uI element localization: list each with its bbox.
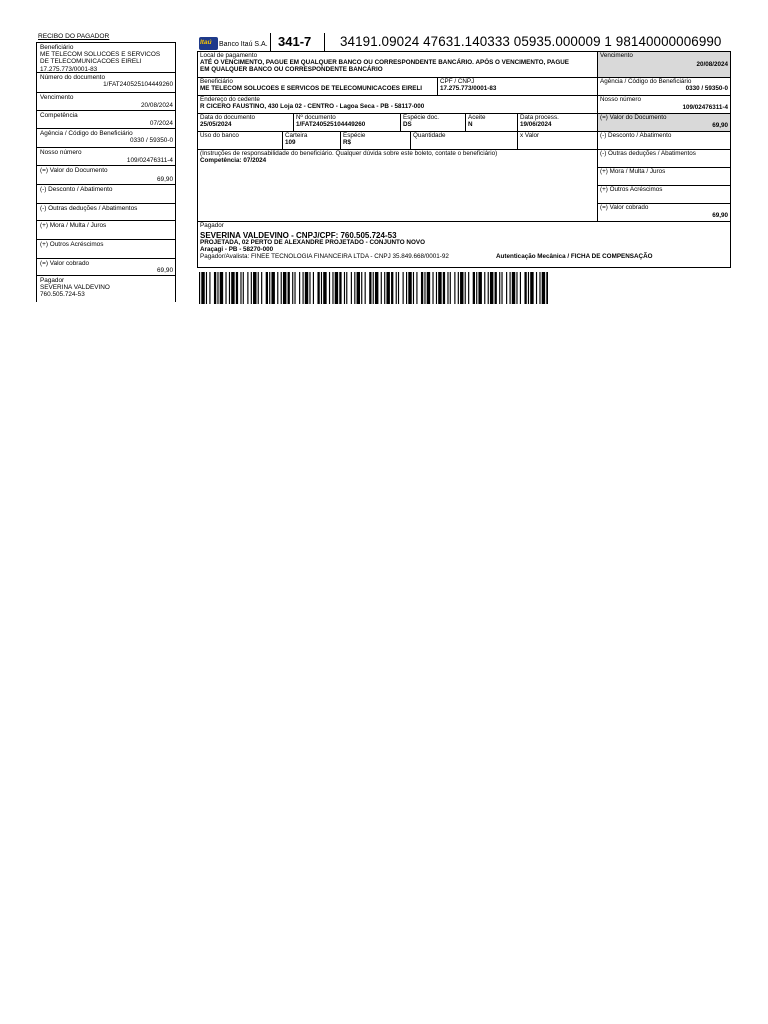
aceite-label: Aceite: [468, 114, 486, 121]
receipt-agencia-label: Agência / Código do Beneficiário: [40, 130, 133, 137]
barcode-bar: [386, 272, 389, 304]
instrucoes-value: Competência: 07/2024: [200, 156, 267, 164]
receipt-numero-doc-value: 1/FAT240525104449260: [103, 81, 173, 89]
receipt-panel: [36, 42, 176, 302]
receipt-numero-doc-label: Número do documento: [40, 74, 106, 81]
beneficiario-label: Beneficiário: [200, 78, 233, 85]
especie-documento-label: Espécie doc.: [403, 114, 440, 121]
valor-documento: [598, 114, 730, 132]
receipt-mora-label: (+) Mora / Multa / Juros: [40, 222, 107, 229]
barcode-bar: [271, 272, 274, 304]
barcode-bar: [294, 272, 295, 304]
receipt-desconto-label: (-) Desconto / Abatimento: [40, 186, 113, 193]
pagador-address-2: Araçagi - PB - 58270-000: [200, 245, 274, 253]
receipt-outras-deducoes-label: (-) Outras deduções / Abatimentos: [40, 205, 138, 212]
barcode-bar: [512, 272, 515, 304]
beneficiario: [198, 78, 438, 96]
beneficiario-value: ME TELECOM SOLUCOES E SERVICOS DE TELECOMUNICACOES EIRELI: [200, 84, 423, 92]
nosso-numero-value: 109/02476311-4: [682, 103, 728, 111]
x-valor-label: x Valor: [520, 132, 540, 139]
receipt-acrescimos: [37, 240, 175, 259]
endereco-cedente: [198, 96, 598, 114]
receipt-valor-doc: [37, 166, 175, 185]
pagador-address-1: PROJETADA, 02 PERTO DE ALEXANDRE PROJETADO - CONJUNTO NOVO: [200, 238, 425, 246]
receipt-agencia: [37, 129, 175, 148]
barcode-bar: [373, 272, 374, 304]
vencimento-value: 20/08/2024: [696, 60, 728, 68]
barcode-bar: [478, 272, 481, 304]
barcode-bar: [220, 272, 223, 304]
barcode-bar: [351, 272, 352, 304]
barcode-bar: [313, 272, 314, 304]
aceite: [466, 114, 518, 132]
receipt-agencia-value: 0330 / 59350-0: [130, 137, 173, 145]
barcode-bar: [416, 272, 417, 304]
receipt-valor-doc-label: (=) Valor do Documento: [40, 167, 108, 174]
bank-code: 341-7: [278, 34, 312, 49]
barcode-bar: [406, 272, 407, 304]
receipt-pagador-label: Pagador: [40, 277, 65, 284]
cpf-cnpj-label: CPF / CNPJ: [440, 78, 475, 85]
barcode-bar: [542, 272, 545, 304]
endereco-cedente-value: R CICERO FAUSTINO, 430 Loja 02 - CENTRO - Lagoa Seca - PB - 58117-000: [200, 102, 425, 110]
numero-documento-label: Nº documento: [296, 114, 336, 121]
barcode-bar: [321, 272, 322, 304]
barcode-bar: [277, 272, 278, 304]
especie-label: Espécie: [343, 132, 366, 139]
data-processamento-value: 19/06/2024: [520, 120, 552, 128]
barcode-bar: [396, 272, 397, 304]
outros-acrescimos-label: (+) Outros Acréscimos: [600, 186, 663, 193]
barcode-bar: [381, 272, 382, 304]
receipt-beneficiario-name-1: ME TELECOM SOLUCOES E SERVICOS: [40, 51, 161, 59]
quantidade: [411, 132, 518, 150]
especie-documento-value: DS: [403, 120, 412, 128]
receipt-title: RECIBO DO PAGADOR: [38, 33, 110, 40]
barcode-bar: [520, 272, 521, 304]
uso-banco: [198, 132, 283, 150]
carteira-label: Carteira: [285, 132, 308, 139]
barcode-bar: [329, 272, 330, 304]
especie-value: R$: [343, 138, 352, 146]
local-pagamento-label: Local de pagamento: [200, 52, 258, 59]
barcode-bar: [344, 272, 345, 304]
receipt-competencia-label: Competência: [40, 112, 78, 119]
barcode-bar: [292, 272, 293, 304]
numero-documento-value: 1/FAT240525104449260: [296, 120, 366, 128]
barcode-bar: [443, 272, 445, 304]
receipt-vencimento: [37, 93, 175, 111]
quantidade-label: Quantidade: [413, 132, 446, 139]
pagador-name: SEVERINA VALDEVINO - CNPJ/CPF: 760.505.724-53: [200, 230, 397, 240]
receipt-nosso-numero-value: 109/02476311-4: [126, 157, 173, 165]
barcode-bar: [251, 272, 252, 304]
mora-multa-label: (+) Mora / Multa / Juros: [600, 168, 666, 175]
barcode-bar: [225, 272, 226, 304]
bank-name: Banco Itaú S.A.: [219, 41, 268, 48]
barcode-bar: [199, 272, 200, 304]
barcode-bar: [468, 272, 469, 304]
mora-multa: [598, 168, 730, 186]
barcode-bar: [201, 272, 204, 304]
especie: [341, 132, 411, 150]
barcode-bar: [283, 272, 286, 304]
valor-cobrado-value: 69,90: [712, 211, 728, 219]
barcode-bar: [476, 272, 477, 304]
barcode-bar: [206, 272, 207, 304]
receipt-beneficiario-label: Beneficiário: [40, 44, 74, 51]
barcode-bar: [454, 272, 455, 304]
carteira-value: 109: [285, 138, 296, 146]
barcode-bar: [240, 272, 241, 304]
barcode-bar: [516, 272, 517, 304]
outros-acrescimos: [598, 186, 730, 204]
receipt-desconto: [37, 185, 175, 204]
barcode-bar: [281, 272, 282, 304]
barcode-bar: [447, 272, 448, 304]
barcode-bar: [546, 272, 548, 304]
barcode-bar: [339, 272, 341, 304]
barcode-bar: [403, 272, 404, 304]
outras-deducoes-label: (-) Outras deduções / Abatimentos: [600, 150, 696, 157]
barcode-bar: [243, 272, 244, 304]
barcode-bar: [528, 272, 529, 304]
barcode-bar: [332, 272, 333, 304]
receipt-valor-cobrado-label: (=) Valor cobrado: [40, 260, 90, 267]
digitable-line: 34191.09024 47631.140333 05935.000009 1 98140000006990: [340, 34, 722, 49]
data-documento-label: Data do documento: [200, 114, 255, 121]
receipt-valor-cobrado-value: 69,90: [157, 267, 173, 275]
barcode-bar: [408, 272, 411, 304]
compensation-slip: [197, 51, 731, 268]
data-documento-value: 25/05/2024: [200, 120, 232, 128]
barcode-bar: [299, 272, 300, 304]
cpf-cnpj-value: 17.275.773/0001-83: [440, 84, 497, 92]
local-pagamento: [198, 52, 598, 78]
aceite-value: N: [468, 120, 473, 128]
valor-documento-label: (=) Valor do Documento: [600, 114, 667, 121]
receipt-pagador-cpf: 760.505.724-53: [40, 291, 85, 299]
valor-cobrado-label: (=) Valor cobrado: [600, 204, 649, 211]
barcode-bar: [384, 272, 385, 304]
numero-documento: [294, 114, 401, 132]
especie-documento: [401, 114, 466, 132]
barcode-bar: [391, 272, 393, 304]
receipt-valor-doc-value: 69,90: [157, 176, 173, 184]
barcode-bar: [261, 272, 262, 304]
barcode-bar: [495, 272, 497, 304]
receipt-valor-cobrado: [37, 259, 175, 276]
barcode-bar: [424, 272, 425, 304]
pagador: [198, 222, 730, 267]
barcode-bar: [357, 272, 360, 304]
barcode-bar: [365, 272, 366, 304]
barcode-bar: [354, 272, 355, 304]
data-documento: [198, 114, 294, 132]
barcode-bar: [217, 272, 218, 304]
barcode-bar: [499, 272, 500, 304]
pagador-label: Pagador: [200, 222, 224, 229]
barcode-bar: [209, 272, 210, 304]
endereco-cedente-label: Endereço do cedente: [200, 96, 260, 103]
x-valor: [518, 132, 598, 150]
agencia-codigo: [598, 78, 730, 96]
uso-banco-label: Uso do banco: [200, 132, 239, 139]
agencia-codigo-label: Agência / Código do Beneficiário: [600, 78, 692, 85]
barcode-bar: [524, 272, 526, 304]
barcode-bar: [421, 272, 423, 304]
receipt-beneficiario-name-2: DE TELECOMUNICACOES EIRELI: [40, 58, 142, 66]
barcode-bar: [427, 272, 430, 304]
barcode-bar: [236, 272, 238, 304]
barcode-bar: [346, 272, 347, 304]
barcode-bar: [438, 272, 441, 304]
barcode-bar: [303, 272, 304, 304]
carteira: [283, 132, 341, 150]
barcode-bar: [432, 272, 433, 304]
receipt-beneficiario-cnpj: 17.275.773/0001-83: [40, 65, 98, 73]
receipt-competencia: [37, 111, 175, 129]
itau-logo: Itaú: [199, 37, 218, 50]
barcode-bar: [530, 272, 533, 304]
barcode-bar: [266, 272, 268, 304]
receipt-pagador-name: SEVERINA VALDEVINO: [40, 284, 110, 292]
receipt-numero-doc: [37, 73, 175, 93]
autenticacao-mecanica: Autenticação Mecânica / FICHA DE COMPENSAÇÃO: [496, 253, 653, 261]
barcode-bar: [436, 272, 437, 304]
barcode-bar: [305, 272, 308, 304]
vencimento-label: Vencimento: [600, 52, 633, 59]
receipt-beneficiario: [37, 43, 175, 73]
barcode-bar: [510, 272, 511, 304]
barcode-bar: [229, 272, 230, 304]
barcode-bar: [490, 272, 493, 304]
data-processamento-label: Data process.: [520, 114, 559, 121]
agencia-codigo-value: 0330 / 59350-0: [685, 84, 728, 92]
barcode-bar: [506, 272, 507, 304]
barcode-bar: [450, 272, 451, 304]
receipt-outras-deducoes: [37, 204, 175, 221]
header-divider-2: [324, 33, 325, 51]
receipt-vencimento-value: 20/08/2024: [141, 102, 173, 110]
barcode-bar: [253, 272, 256, 304]
barcode-bar: [247, 272, 248, 304]
instrucoes-label: (Instruções de responsabilidade do beneficiário. Qualquer dúvida sobre este boleto, contate o beneficiário): [200, 150, 498, 157]
barcode-bar: [484, 272, 485, 304]
barcode-bar: [323, 272, 326, 304]
desconto-label: (-) Desconto / Abatimento: [600, 132, 672, 139]
instrucoes: [198, 150, 598, 222]
barcode-bar: [309, 272, 310, 304]
outras-deducoes: [598, 150, 730, 168]
desconto: [598, 132, 730, 150]
barcode-bar: [375, 272, 378, 304]
header-divider-1: [270, 33, 271, 51]
barcode-bar: [539, 272, 540, 304]
barcode-bar: [465, 272, 466, 304]
nosso-numero: [598, 96, 730, 114]
barcode-bar: [335, 272, 338, 304]
local-pagamento-value-2: EM QUALQUER BANCO OU CORRESPONDENTE BANCÁRIO: [200, 65, 383, 73]
receipt-acrescimos-label: (+) Outros Acréscimos: [40, 241, 104, 248]
barcode-bar: [501, 272, 502, 304]
nosso-numero-label: Nosso número: [600, 96, 641, 103]
barcode-bar: [317, 272, 319, 304]
barcode-bar: [369, 272, 371, 304]
barcode-bar: [214, 272, 216, 304]
barcode-bar: [258, 272, 259, 304]
barcode-bar: [231, 272, 234, 304]
barcode-bar: [473, 272, 475, 304]
barcode-bar: [488, 272, 489, 304]
receipt-mora: [37, 221, 175, 240]
valor-documento-value: 69,90: [712, 121, 728, 129]
local-pagamento-value-1: ATÉ O VENCIMENTO, PAGUE EM QUALQUER BANCO OU CORRESPONDENTE BANCÁRIO. APÓS O VENCIMENTO, PAGUE: [200, 58, 569, 66]
receipt-vencimento-label: Vencimento: [40, 94, 74, 101]
receipt-pagador: [37, 276, 175, 302]
valor-cobrado: [598, 204, 730, 222]
barcode-bar: [361, 272, 362, 304]
barcode-bar: [269, 272, 270, 304]
barcode-bar: [398, 272, 399, 304]
barcode: [199, 272, 548, 304]
barcode-bar: [288, 272, 290, 304]
barcode-bar: [536, 272, 537, 304]
barcode-bar: [458, 272, 459, 304]
receipt-nosso-numero: [37, 148, 175, 166]
receipt-nosso-numero-label: Nosso número: [40, 149, 82, 156]
vencimento: [598, 52, 730, 78]
barcode-bar: [460, 272, 463, 304]
barcode-bar: [413, 272, 414, 304]
receipt-competencia-value: 07/2024: [149, 120, 173, 128]
data-processamento: [518, 114, 598, 132]
cpf-cnpj: [438, 78, 598, 96]
pagador-avalista: Pagador/Avalista: FINEE TECNOLOGIA FINANCEIRA LTDA - CNPJ 35.849.668/0001-92: [200, 253, 449, 261]
